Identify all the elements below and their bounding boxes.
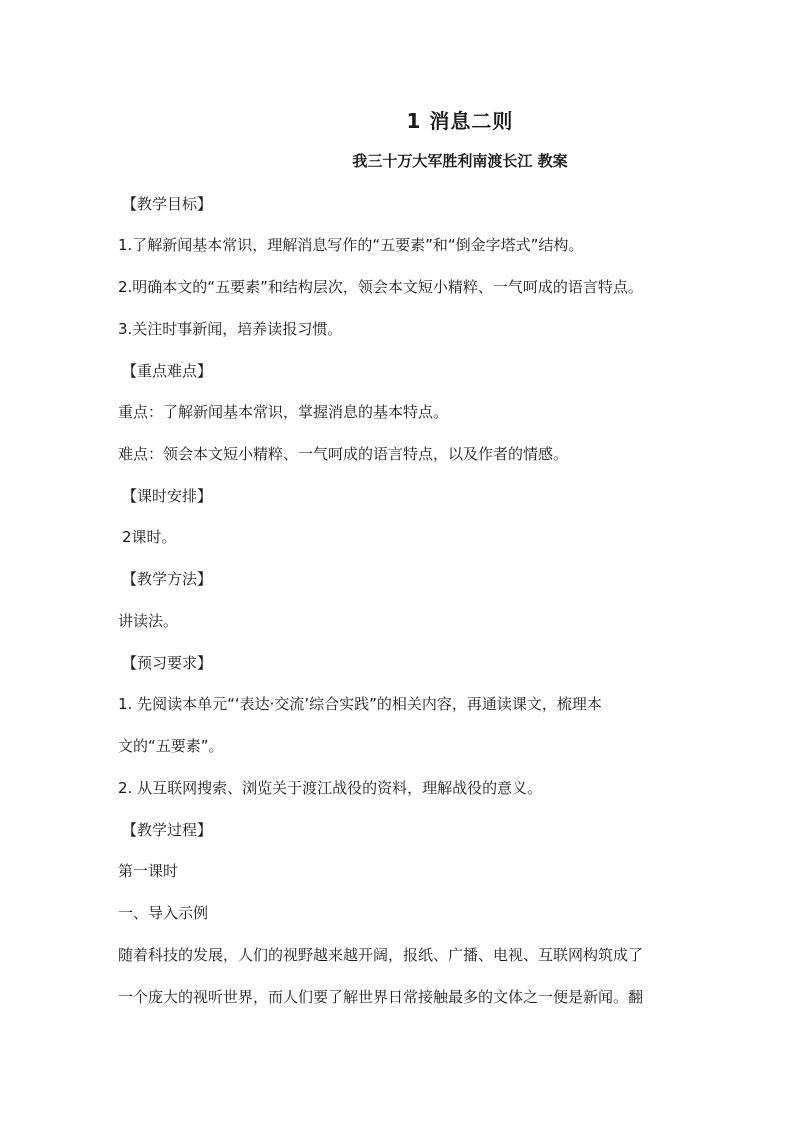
- preview-item-continued: 文的“五要素”。: [118, 737, 224, 755]
- objective-item: 3.关注时事新闻，培养读报习惯。: [118, 320, 343, 338]
- preview-item: 2. 从互联网搜索、浏览关于渡江战役的资料，理解战役的意义。: [118, 779, 543, 797]
- key-points-heading: 【重点难点】: [122, 362, 213, 380]
- schedule-heading: 【课时安排】: [122, 487, 213, 505]
- intro-paragraph: 随着科技的发展，人们的视野越来越开阔，报纸、广播、电视、互联网构筑成了: [118, 946, 644, 964]
- objective-item: 1.了解新闻基本常识，理解消息写作的“五要素”和“倒金字塔式”结构。: [118, 236, 584, 254]
- lesson-title: 1 消息二则: [406, 109, 514, 133]
- preview-item: 1. 先阅读本单元“‘表达·交流’综合实践”的相关内容，再通读课文，梳理本: [118, 695, 602, 713]
- process-heading: 【教学过程】: [122, 821, 213, 839]
- intro-paragraph-continued: 一个庞大的视听世界，而人们要了解世界日常接触最多的文体之一便是新闻。翻: [118, 988, 644, 1006]
- schedule-text: 2课时。: [122, 528, 177, 546]
- key-point-text: 重点：了解新闻基本常识，掌握消息的基本特点。: [118, 403, 449, 421]
- method-text: 讲读法。: [118, 612, 179, 630]
- intro-heading: 一、导入示例: [118, 904, 209, 922]
- lesson-subtitle: 我三十万大军胜利南渡长江 教案: [352, 152, 568, 170]
- difficult-point-text: 难点：领会本文短小精粹、一气呵成的语言特点，以及作者的情感。: [118, 445, 569, 463]
- preview-heading: 【预习要求】: [122, 654, 213, 672]
- method-heading: 【教学方法】: [122, 570, 213, 588]
- lesson-one-label: 第一课时: [118, 862, 179, 880]
- objective-item: 2.明确本文的“五要素”和结构层次，领会本文短小精粹、一气呵成的语言特点。: [118, 278, 643, 296]
- objectives-heading: 【教学目标】: [122, 195, 213, 213]
